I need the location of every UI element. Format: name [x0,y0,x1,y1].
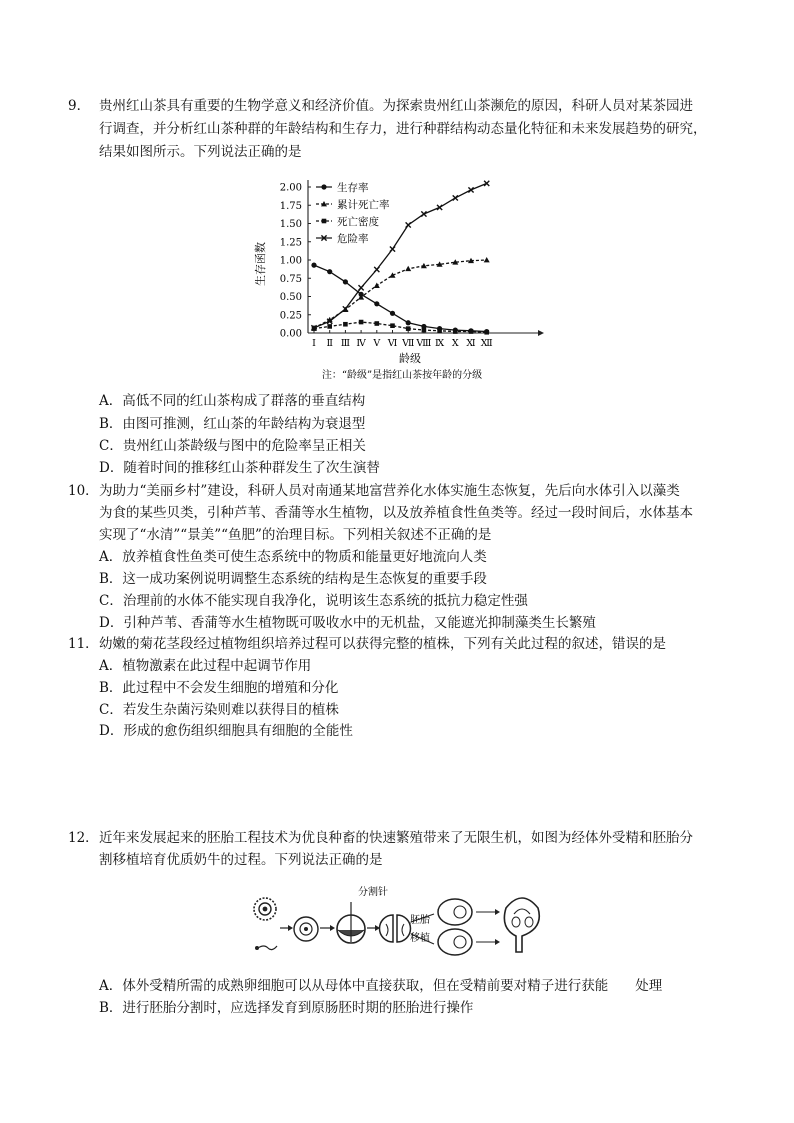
y-tick-label: 0.75 [279,273,302,285]
x-tick-label: Ⅶ [402,338,415,349]
series-line [314,265,487,331]
x-tick-label: Ⅱ [326,338,333,349]
question-text-line: 为助力“美丽乡村”建设，科研人员对南通某地富营养化水体实施生态恢复，先后向水体引入以藻类 [99,483,680,499]
series-1 [311,263,489,335]
option-c[interactable]: C．治理前的水体不能实现自我净化，说明该生态系统的抵抗力稳定性强 [99,593,528,609]
zygote-figure [294,917,318,941]
legend-label: 死亡密度 [337,216,379,228]
x-tick-label: Ⅴ [373,338,381,349]
data-point [359,320,364,325]
legend-label: 累计死亡率 [337,199,390,211]
data-point [406,326,411,331]
data-point [453,329,458,334]
x-tick-label: Ⅹ [451,338,459,349]
y-tick-label: 0.00 [279,328,302,340]
option-b[interactable]: B．由图可推测，红山茶的年龄结构为衰退型 [99,416,366,432]
y-tick-label: 1.00 [279,255,302,267]
question-number: 11． [68,636,99,652]
data-point [374,301,379,306]
x-tick-label: Ⅷ [416,338,432,349]
question-text-line: 行调查，并分析红山茶种群的年龄结构和生存力，进行种群结构动态量化特征和未来发展趋势的研究， [99,121,707,137]
recipient-embryo-upper [438,899,472,925]
data-point [406,320,411,325]
data-point [453,195,458,200]
x-tick-label: Ⅵ [387,338,398,349]
y-tick-label: 1.75 [279,200,302,212]
tool-label: 分割针 [358,887,388,898]
question-text-line: 贵州红山茶具有重要的生物学意义和经济价值。为探索贵州红山茶濒危的原因，科研人员对某茶园进 [99,98,693,114]
data-point [406,222,411,227]
question-text-line: 幼嫩的菊花茎段经过植物组织培养过程可以获得完整的植株，下列有关此过程的叙述，错误的是 [99,636,666,652]
data-point [321,184,326,189]
data-point [390,246,395,251]
series-2 [311,257,490,330]
data-point [311,263,316,268]
option-d[interactable]: D．形成的愈伤组织细胞具有细胞的全能性 [99,723,353,739]
data-point [359,285,364,290]
y-tick-label: 2.00 [279,182,302,194]
legend-label: 生存率 [337,182,369,194]
question-text-line: 近年来发展起来的胚胎工程技术为优良种畜的快速繁殖带来了无限生机，如图为经体外受精和胚胎分 [99,830,693,846]
x-tick-label: Ⅸ [435,338,445,349]
option-d[interactable]: D．随着时间的推移红山茶种群发生了次生演替 [99,460,380,476]
option-a[interactable]: A．植物激素在此过程中起调节作用 [99,658,312,674]
question-text-line: 为食的某些贝类，引种芦苇、香蒲等水生植物，以及放养植食性鱼类等。经过一段时间后，水体基本 [99,505,693,521]
data-point [375,321,380,326]
question-text-line: 实现了“水清”“景美”“鱼肥”的治理目标。下列相关叙述不正确的是 [99,527,492,543]
x-tick-label: Ⅰ [312,338,316,349]
option-b[interactable]: B．这一成功案例说明调整生态系统的结构是生态恢复的重要手段 [99,571,487,587]
data-point [405,266,411,271]
blastocyst-figure [337,902,365,943]
question-text-line: 割移植培育优质奶牛的过程。下列说法正确的是 [99,852,383,868]
data-point [484,330,489,335]
option-b[interactable]: B．此过程中不会发生细胞的增殖和分化 [99,680,339,696]
data-point [422,328,427,333]
data-point [421,211,426,216]
uterus-figure [504,898,539,952]
data-point [390,311,395,316]
data-point [468,187,473,192]
chart-note: 注：“龄级”是指红山茶按年龄的分级 [321,370,483,381]
x-tick-label: Ⅳ [356,338,366,349]
option-d[interactable]: D．引种芦苇、香蒲等水生植物既可吸收水中的无机盐，又能遮光抑制藻类生长繁殖 [99,615,596,631]
oocyte-figure [254,898,277,950]
data-point [437,329,442,334]
x-axis-label: 龄级 [399,352,421,365]
legend-label: 危险率 [337,233,369,245]
question-number: 9． [68,98,91,114]
chart-legend [316,181,390,245]
question-number: 12． [68,830,99,846]
x-axis-arrow [538,330,544,336]
x-tick-label: Ⅻ [480,338,493,349]
option-a[interactable]: A．高低不同的红山茶构成了群落的垂直结构 [99,393,366,409]
y-tick-label: 0.25 [279,310,302,322]
data-point [469,329,474,334]
series-3 [312,320,489,335]
option-a[interactable]: A．体外受精所需的成熟卵细胞可以从母体中直接获取，但在受精前要对精子进行获能 处理 [99,978,663,994]
data-point [327,324,332,329]
transfer-label-top: 胚胎 [410,915,430,926]
x-tick-label: Ⅺ [466,338,476,349]
data-point [484,181,489,186]
y-tick-label: 1.50 [279,219,302,230]
data-point [343,279,348,284]
survival-chart [252,174,552,386]
transfer-label-bottom: 移植 [410,933,430,944]
data-point [327,269,332,274]
data-point [437,205,442,210]
split-embryo-figure [380,915,411,942]
data-point [374,283,380,288]
data-point [343,322,348,327]
data-point [390,323,395,328]
data-point [322,219,327,224]
option-b[interactable]: B．进行胚胎分割时，应选择发育到原肠胚时期的胚胎进行操作 [99,1000,474,1016]
data-point [484,257,490,262]
recipient-embryo-lower [438,929,472,955]
data-point [374,267,379,272]
y-tick-label: 1.25 [279,237,302,249]
embryo-splitting-diagram [248,884,568,964]
question-text-line: 结果如图所示。下列说法正确的是 [99,144,302,160]
option-c[interactable]: C．贵州红山茶龄级与图中的危险率呈正相关 [99,438,366,454]
x-tick-label: Ⅲ [340,338,350,349]
option-c[interactable]: C．若发生杂菌污染则难以获得目的植株 [99,702,339,718]
option-a[interactable]: A．放养植食性鱼类可使生态系统中的物质和能量更好地流向人类 [99,549,487,565]
y-tick-label: 0.50 [279,292,302,303]
question-number: 10． [68,483,99,499]
y-axis-label: 生存函数 [254,242,267,286]
